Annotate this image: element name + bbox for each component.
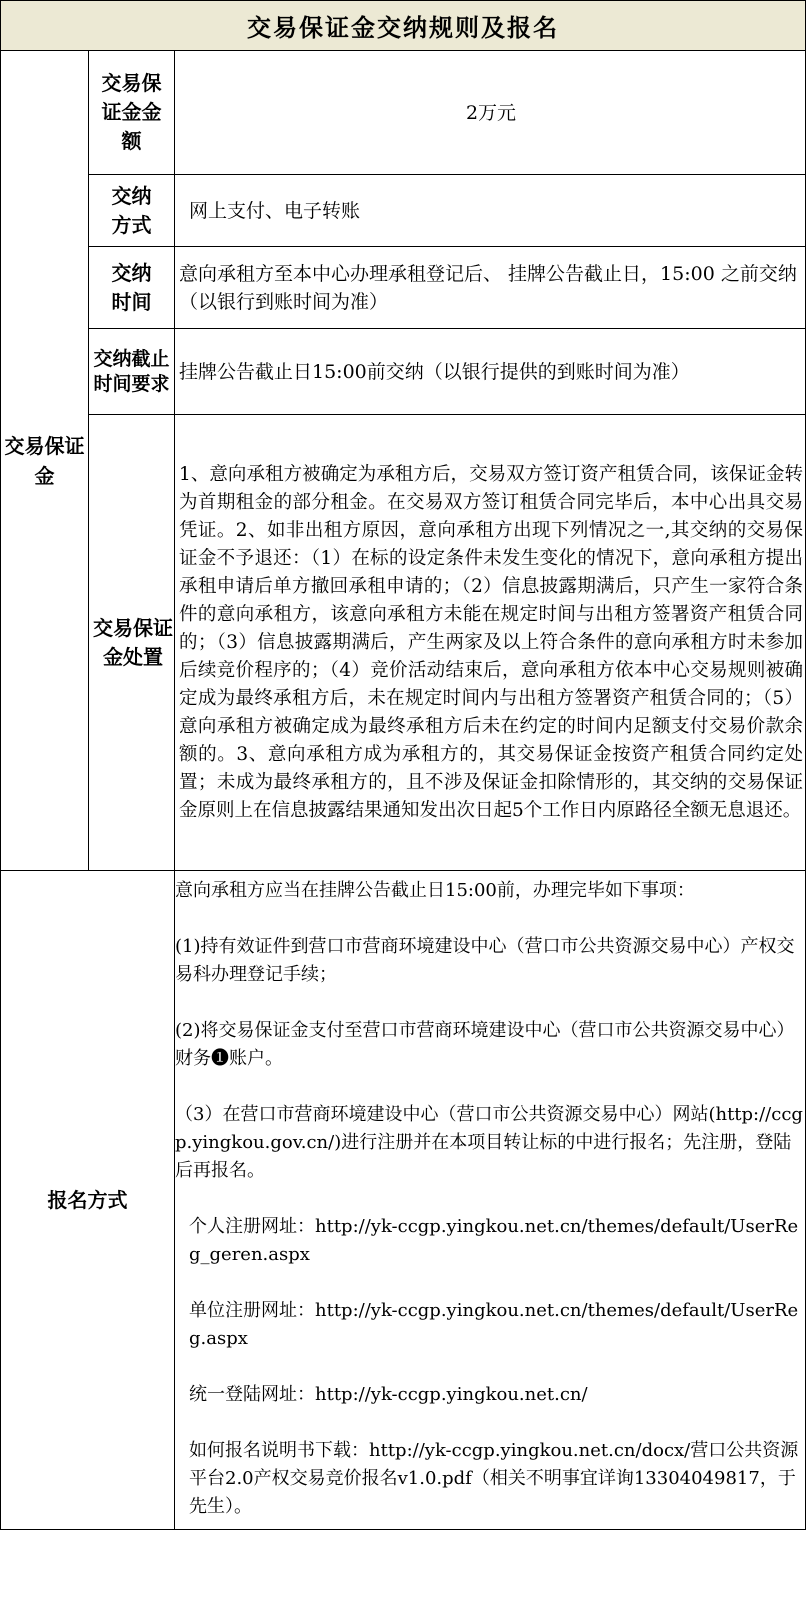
payment-time-label: 交纳时间 bbox=[89, 247, 175, 329]
company-register-url[interactable]: 单位注册网址：http://yk-ccgp.yingkou.net.cn/themes/default/UserReg.aspx bbox=[189, 1300, 799, 1349]
manual-download-url[interactable]: 如何报名说明书下载：http://yk-ccgp.yingkou.net.cn/docx/营口公共资源平台2.0产权交易竞价报名v1.0.pdf（相关不明事宜详询13304049817，于先生）。 bbox=[189, 1440, 799, 1517]
registration-step-1: (1)持有效证件到营口市营商环境建设中心（营口市公共资源交易中心）产权交易科办理登记手续； bbox=[175, 936, 795, 985]
payment-deadline-label: 交纳截止时间要求 bbox=[89, 329, 175, 415]
registration-step-3: （3）在营口市营商环境建设中心（营口市公共资源交易中心）网站(http://ccgp.yingkou.gov.cn/)进行注册并在本项目转让标的中进行报名；先注册，登陆后再报名。 bbox=[175, 1104, 803, 1181]
payment-deadline-value: 挂牌公告截止日15:00前交纳（以银行提供的到账时间为准） bbox=[175, 329, 806, 415]
registration-method-label: 报名方式 bbox=[1, 871, 175, 1530]
payment-method-label: 交纳方式 bbox=[89, 175, 175, 247]
unified-login-url[interactable]: 统一登陆网址：http://yk-ccgp.yingkou.net.cn/ bbox=[189, 1384, 588, 1405]
personal-register-url[interactable]: 个人注册网址：http://yk-ccgp.yingkou.net.cn/themes/default/UserReg_geren.aspx bbox=[189, 1216, 799, 1265]
deposit-disposal-label: 交易保证金处置 bbox=[89, 415, 175, 871]
payment-time-value: 意向承租方至本中心办理承租登记后、 挂牌公告截止日，15:00 之前交纳 （以银行到账时间为准） bbox=[175, 247, 806, 329]
registration-step-2: (2)将交易保证金支付至营口市营商环境建设中心（营口市公共资源交易中心）财务❶账户。 bbox=[175, 1020, 795, 1069]
registration-intro: 意向承租方应当在挂牌公告截止日15:00前，办理完毕如下事项： bbox=[175, 880, 695, 901]
deposit-category-label: 交易保证金 bbox=[1, 51, 89, 871]
deposit-amount-value: 2万元 bbox=[175, 51, 806, 175]
deposit-disposal-value: 1、意向承租方被确定为承租方后，交易双方签订资产租赁合同，该保证金转为首期租金的部分租金。在交易双方签订租赁合同完毕后，本中心出具交易凭证。2、如非出租方原因，意向承租方出现下列情况之一,其交纳的交易保证金不予退还：（1）在标的设定条件未发生变化的情况下，意向承租方提出承租申请后单方撤回承租申请的；（2）信息披露期满后，只产生一家符合条件的意向承租方，该意向承租方未能在规定时间与出租方签署资产租赁合同的；（3）信息披露期满后，产生两家及以上符合条件的意向承租方时未参加后续竞价程序的；（4）竞价活动结束后，意向承租方依本中心交易规则被确定成为最终承租方后，未在规定时间内与出租方签署资产租赁合同的；（5）意向承租方被确定成为最终承租方后未在约定的时间内足额支付交易价款余额的。3、意向承租方成为承租方的，其交易保证金按资产租赁合同约定处置；未成为最终承租方的，且不涉及保证金扣除情形的，其交纳的交易保证金原则上在信息披露结果通知发出次日起5个工作日内原路径全额无息退还。 bbox=[175, 415, 806, 871]
registration-details bbox=[175, 871, 806, 1530]
page-title: 交易保证金交纳规则及报名 bbox=[1, 1, 806, 51]
deposit-amount-label: 交易保证金金额 bbox=[89, 51, 175, 175]
payment-method-value: 网上支付、电子转账 bbox=[175, 175, 806, 247]
